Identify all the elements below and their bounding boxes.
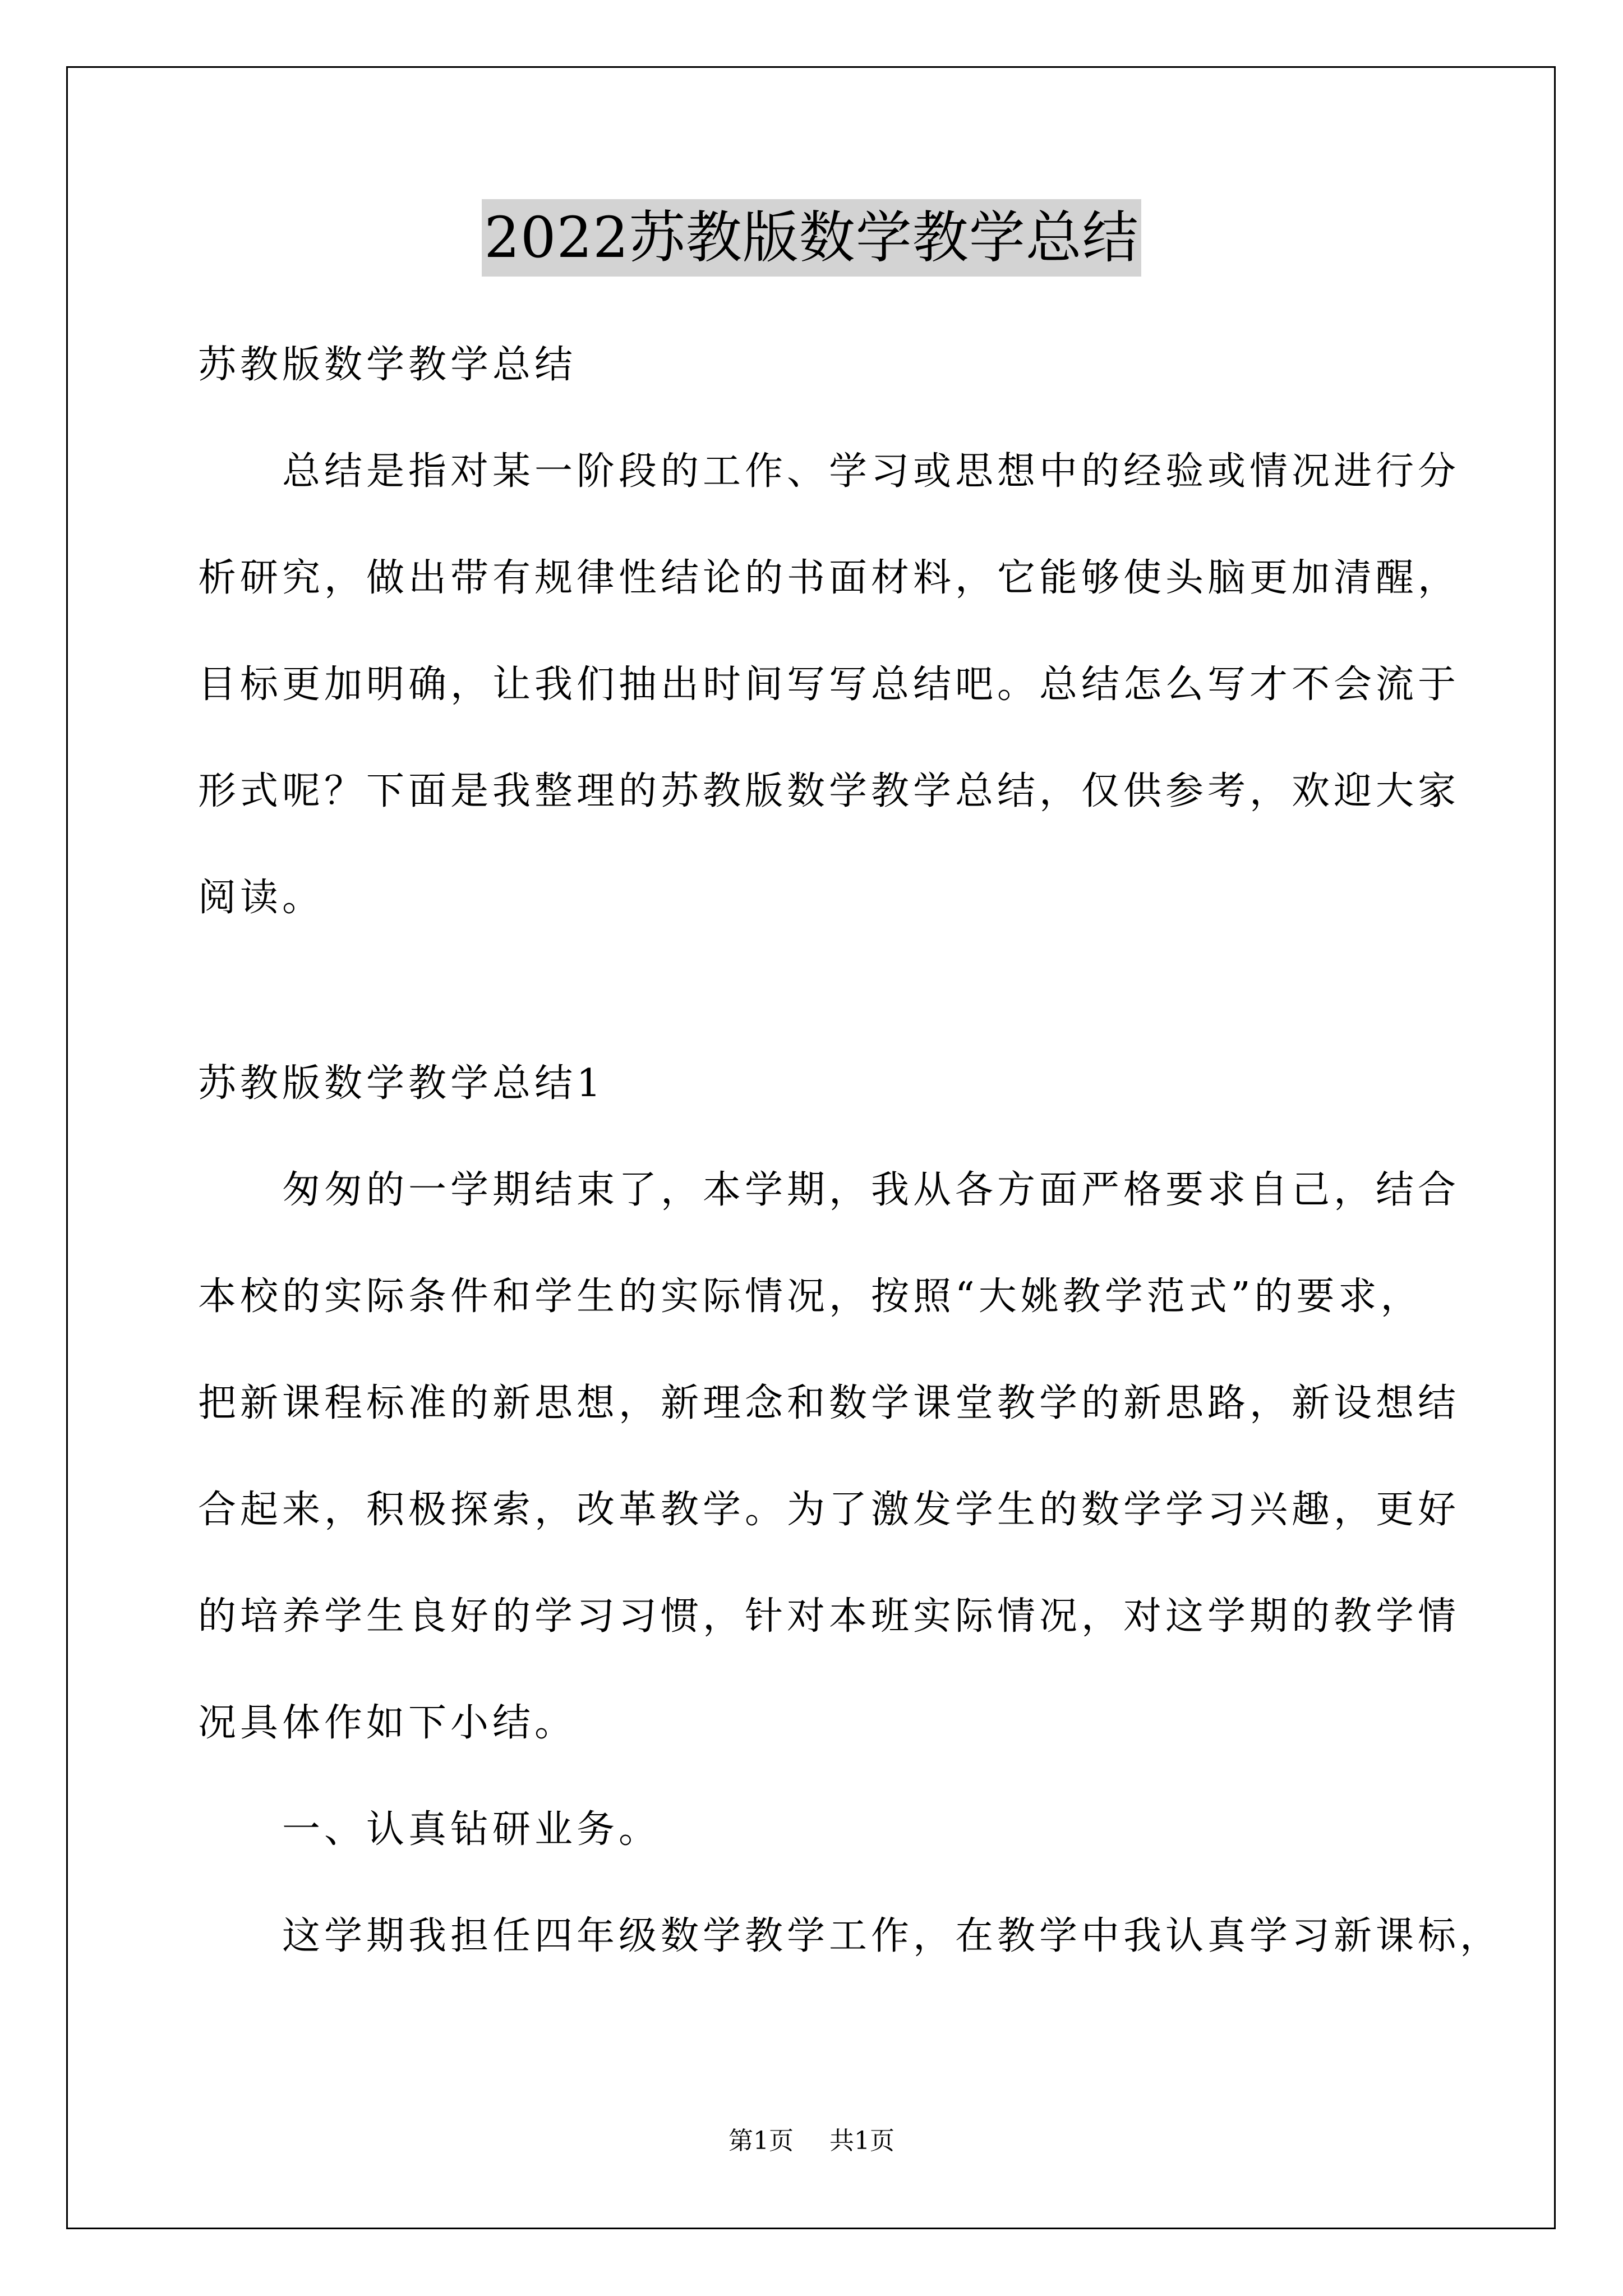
intro-line: 目标更加明确，让我们抽出时间写写总结吧。总结怎么写才不会流于 — [198, 662, 1460, 707]
section1-line: 的培养学生良好的学习习惯，针对本班实际情况，对这学期的教学情 — [198, 1594, 1460, 1639]
section1-block — [198, 1030, 1502, 1990]
body-block-1 — [198, 312, 1437, 418]
intro-line: 阅读。 — [198, 876, 325, 920]
page-total: 共1页 — [829, 2127, 895, 2155]
section1-line: 本校的实际条件和学生的实际情况，按照“大姚教学范式”的要求， — [198, 1274, 1423, 1319]
intro-paragraph — [198, 418, 1460, 951]
intro-line: 形式呢？下面是我整理的苏教版数学教学总结，仅供参考，欢迎大家 — [198, 769, 1460, 813]
title-container — [0, 199, 1623, 277]
section1-line: 况具体作如下小结。 — [198, 1701, 577, 1745]
document-title: 2022苏教版数学教学总结 — [482, 199, 1141, 277]
page-footer — [0, 2124, 1623, 2158]
section1-line: 匆匆的一学期结束了，本学期，我从各方面严格要求自己，结合 — [198, 1168, 1460, 1212]
section1-line: 把新课程标准的新思想，新理念和数学课堂教学的新思路，新设想结 — [198, 1381, 1460, 1425]
section1-line: 合起来，积极探索，改革教学。为了激发学生的数学学习兴趣，更好 — [198, 1488, 1460, 1532]
intro-line: 析研究，做出带有规律性结论的书面材料，它能够使头脑更加清醒， — [198, 556, 1460, 600]
subtitle: 苏教版数学教学总结 — [198, 343, 577, 387]
section1-heading: 苏教版数学教学总结1 — [198, 1061, 605, 1106]
intro-line: 总结是指对某一阶段的工作、学习或思想中的经验或情况进行分 — [198, 449, 1460, 494]
point1-line: 这学期我担任四年级数学教学工作，在教学中我认真学习新课标， — [198, 1914, 1502, 1958]
point1-heading: 一、认真钻研业务。 — [198, 1807, 661, 1852]
page-current: 第1页 — [728, 2127, 794, 2155]
